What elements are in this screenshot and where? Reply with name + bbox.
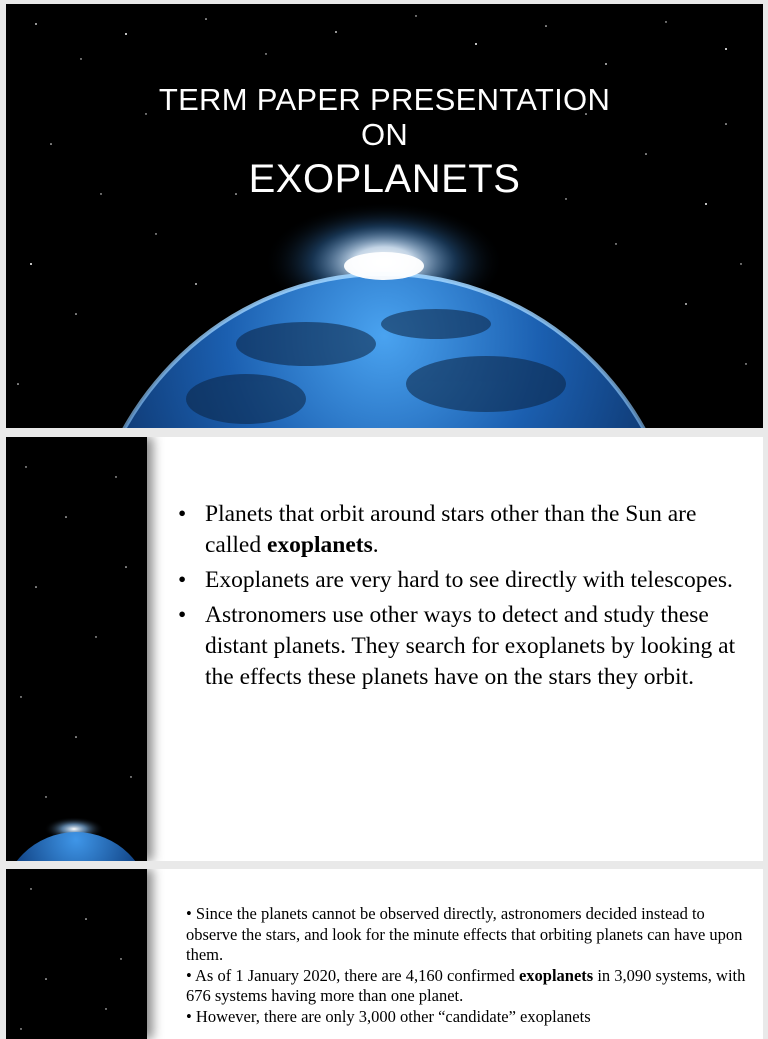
bullet-marker: • bbox=[178, 602, 187, 628]
bullet-item: • Exoplanets are very hard to see directly with telescopes. bbox=[178, 565, 738, 596]
bullet-item: • Planets that orbit around stars other than the Sun are called exoplanets. bbox=[178, 501, 697, 558]
title-slide bbox=[6, 4, 763, 428]
presentation-title: EXOPLANETS bbox=[248, 157, 521, 201]
title-block bbox=[6, 82, 763, 202]
facts-bullet-list bbox=[186, 904, 756, 1027]
bullet-marker: • bbox=[186, 904, 192, 923]
bullet-item: • However, there are only 3,000 other “candidate” exoplanets bbox=[186, 1006, 591, 1026]
earth-horizon-background bbox=[6, 4, 763, 428]
decorative-side-strip bbox=[6, 869, 147, 1039]
star-field bbox=[6, 869, 147, 1039]
bullet-marker: • bbox=[178, 501, 187, 527]
decorative-side-strip bbox=[6, 437, 147, 861]
title-line-2: ON bbox=[360, 117, 409, 152]
earth-horizon-thumbnail bbox=[6, 437, 147, 861]
bullet-marker: • bbox=[186, 965, 192, 985]
definition-bullet-list bbox=[178, 499, 738, 697]
title-line-1: TERM PAPER PRESENTATION bbox=[158, 82, 611, 117]
bullet-marker: • bbox=[178, 567, 187, 593]
bold-term: exoplanets bbox=[518, 965, 594, 985]
bullet-item: • As of 1 January 2020, there are 4,160 confirmed exoplanets in 3,090 systems, with 676 systems having more than one planet. bbox=[186, 965, 746, 1005]
bullet-item: • Since the planets cannot be observed directly, astronomers decided instead to observe the stars, and look for the minute effects that orbiting planets can have upon them. bbox=[186, 904, 743, 964]
bullet-marker: • bbox=[186, 1006, 192, 1026]
content-slide-facts bbox=[6, 869, 763, 1039]
bold-term: exoplanets bbox=[266, 532, 373, 558]
bullet-item: • Astronomers use other ways to detect and study these distant planets. They search for exoplanets by looking at the effects these planets have on the stars they orbit. bbox=[178, 602, 736, 690]
content-slide-definition bbox=[6, 437, 763, 861]
